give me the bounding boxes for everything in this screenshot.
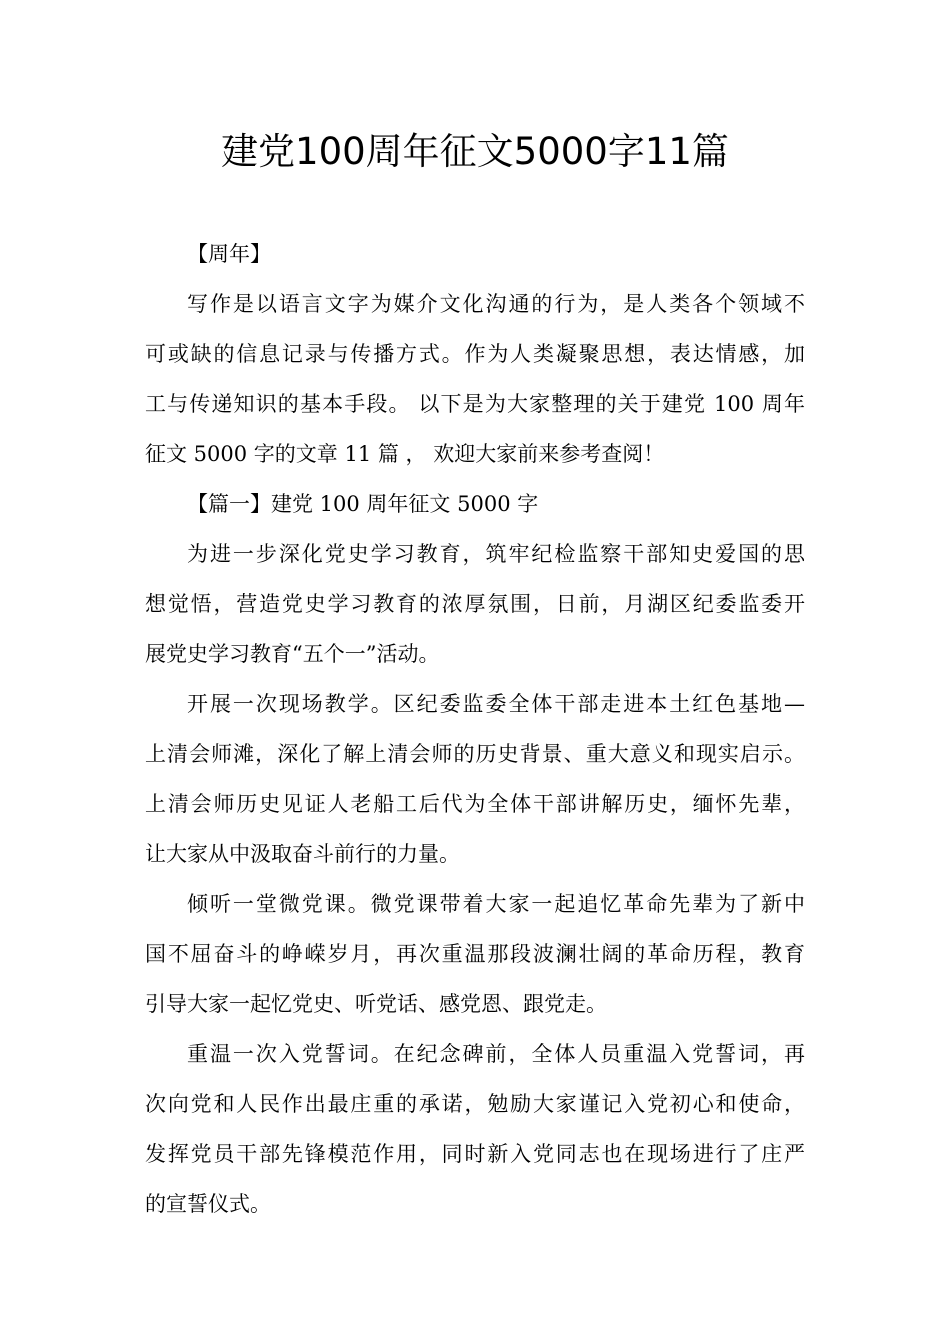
section-heading-anniversary: 【周年】: [187, 242, 271, 266]
section-heading-part-one: 【篇一】建党 100 周年征文 5000 字: [187, 492, 539, 516]
paragraph-line: 开展一次现场教学。区纪委监委全体干部走进本土红色基地—: [187, 692, 805, 716]
paragraph-line: 国不屈奋斗的峥嵘岁月，再次重温那段波澜壮阔的革命历程，教育: [145, 942, 805, 966]
paragraph-line: 为进一步深化党史学习教育，筑牢纪检监察干部知史爱国的思: [187, 542, 805, 566]
paragraph-line: 展党史学习教育“五个一”活动。: [145, 642, 440, 666]
paragraph-line: 的宣誓仪式。: [145, 1192, 271, 1216]
paragraph-line: 可或缺的信息记录与传播方式。作为人类凝聚思想，表达情感，加: [145, 342, 805, 366]
paragraph-line: 让大家从中汲取奋斗前行的力量。: [145, 842, 460, 866]
paragraph-line: 重温一次入党誓词。在纪念碑前，全体人员重温入党誓词，再: [187, 1042, 805, 1066]
paragraph-line: 写作是以语言文字为媒介文化沟通的行为，是人类各个领域不: [187, 292, 805, 316]
document-title: 建党100周年征文5000字11篇: [221, 130, 729, 173]
paragraph-line: 发挥党员干部先锋模范作用，同时新入党同志也在现场进行了庄严: [145, 1142, 805, 1166]
paragraph-line: 次向党和人民作出最庄重的承诺，勉励大家谨记入党初心和使命，: [145, 1092, 805, 1116]
paragraph-line: 倾听一堂微党课。微党课带着大家一起追忆革命先辈为了新中: [187, 892, 805, 916]
paragraph-line: 上清会师历史见证人老船工后代为全体干部讲解历史，缅怀先辈，: [145, 792, 805, 816]
paragraph-line: 征文 5000 字的文章 11 篇 ， 欢迎大家前来参考查阅！: [145, 442, 665, 466]
paragraph-line: 上清会师滩，深化了解上清会师的历史背景、重大意义和现实启示。: [145, 742, 805, 766]
paragraph-line: 引导大家一起忆党史、听党话、感党恩、跟党走。: [145, 992, 607, 1016]
paragraph-line: 工与传递知识的基本手段。 以下是为大家整理的关于建党 100 周年: [145, 392, 805, 416]
paragraph-line: 想觉悟，营造党史学习教育的浓厚氛围，日前，月湖区纪委监委开: [145, 592, 805, 616]
document-body: [145, 229, 805, 1229]
